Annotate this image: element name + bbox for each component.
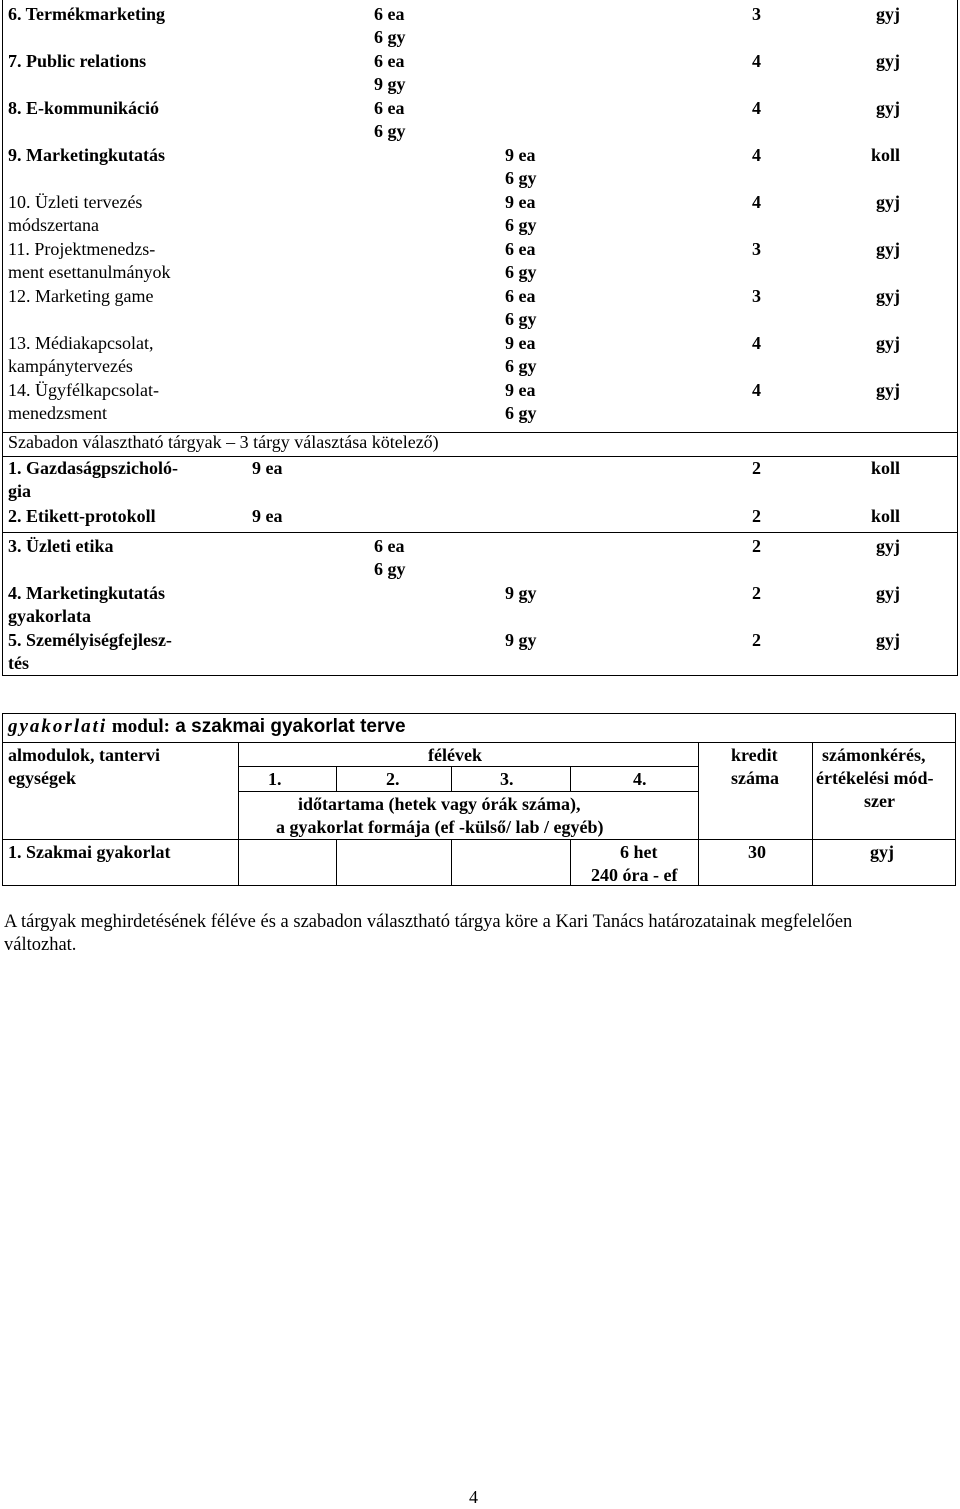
practice-title-italic: gyakorlati — [8, 716, 108, 737]
col-header-eval-2: értékelési mód- — [816, 768, 934, 788]
hours-ea: 6 ea — [505, 239, 536, 259]
footnote-2: változhat. — [4, 935, 77, 955]
hours: 6 ea — [374, 536, 405, 556]
elective-name-cont: gia — [8, 481, 32, 501]
footnote: A tárgyak meghirdetésének féléve és a szabadon választható tárgya köre a Kari Tanács határozatainak megfelelően — [4, 912, 853, 932]
hours-gy: 6 gy — [374, 121, 406, 141]
eval-form: gyj — [876, 380, 900, 400]
course-name-cont: ment esettanulmányok — [8, 262, 171, 282]
credit-value: 3 — [752, 286, 761, 306]
semester-label: 4. — [633, 769, 647, 789]
divider — [2, 532, 958, 533]
eval-form: gyj — [876, 630, 900, 650]
hours-ea: 9 ea — [505, 333, 536, 353]
hours: 9 gy — [505, 583, 537, 603]
course-name-cont: módszertana — [8, 215, 99, 235]
hours-gy: 6 gy — [505, 356, 537, 376]
elective-name: 4. Marketingkutatás — [8, 583, 165, 603]
elective-name: 5. Személyiségfejlesz- — [8, 630, 172, 650]
credit-value: 4 — [752, 98, 761, 118]
col-header-units: almodulok, tantervi — [8, 745, 161, 765]
semester-label: 2. — [386, 769, 400, 789]
eval-form: gyj — [876, 536, 900, 556]
practice-row-duration-2: 240 óra - ef — [591, 865, 678, 885]
col-header-semesters: félévek — [428, 745, 482, 765]
semester-label: 1. — [268, 769, 282, 789]
page-number: 4 — [469, 1487, 478, 1507]
course-name: 9. Marketingkutatás — [8, 145, 165, 165]
divider — [336, 839, 337, 886]
hours-ea: 6 ea — [505, 286, 536, 306]
col-header-eval: számonkérés, — [822, 745, 926, 765]
practice-title — [8, 715, 406, 738]
divider — [570, 839, 571, 886]
course-name: 6. Termékmarketing — [8, 4, 165, 24]
elective-name: 3. Üzleti etika — [8, 536, 114, 556]
eval-form: gyj — [876, 286, 900, 306]
eval-form: gyj — [876, 333, 900, 353]
credit-value: 3 — [752, 239, 761, 259]
hours: 9 ea — [252, 458, 283, 478]
course-name: 14. Ügyfélkapcsolat- — [8, 380, 159, 400]
practice-title-rest: modul: — [107, 716, 170, 737]
elective-heading: Szabadon választható tárgyak – 3 tárgy választása kötelező) — [8, 432, 439, 452]
credit-value: 4 — [752, 333, 761, 353]
credit-value: 4 — [752, 145, 761, 165]
credit-value: 2 — [752, 458, 761, 478]
hours: 9 gy — [505, 630, 537, 650]
hours-gy: 6 gy — [505, 168, 537, 188]
col-header-credit: kredit — [731, 745, 778, 765]
eval-form: gyj — [876, 239, 900, 259]
credit-value: 4 — [752, 380, 761, 400]
credit-value: 3 — [752, 4, 761, 24]
eval-form: gyj — [876, 583, 900, 603]
eval-form: koll — [870, 506, 900, 526]
course-name: 12. Marketing game — [8, 286, 154, 306]
divider — [238, 742, 239, 886]
elective-name: 1. Gazdaságpszicholó- — [8, 458, 179, 478]
divider — [238, 791, 698, 792]
eval-form: gyj — [876, 192, 900, 212]
eval-form: gyj — [876, 4, 900, 24]
practice-row-eval: gyj — [870, 842, 894, 862]
hours-ea: 9 ea — [505, 192, 536, 212]
course-name: 7. Public relations — [8, 51, 147, 71]
hours-gy: 9 gy — [374, 74, 406, 94]
duration-header-2: a gyakorlat formája (ef -külső/ lab / egyéb) — [276, 817, 604, 837]
divider — [451, 766, 452, 791]
elective-name-cont: gyakorlata — [8, 606, 91, 626]
hours-gy: 6 gy — [374, 27, 406, 47]
course-name: 11. Projektmenedzs- — [8, 239, 156, 259]
course-name: 10. Üzleti tervezés — [8, 192, 143, 212]
eval-form: koll — [870, 458, 900, 478]
col-header-eval-3: szer — [864, 791, 895, 811]
eval-form: gyj — [876, 98, 900, 118]
eval-form: gyj — [876, 51, 900, 71]
hours-ea: 9 ea — [505, 380, 536, 400]
duration-header: időtartama (hetek vagy órák száma), — [298, 794, 581, 814]
course-name: 13. Médiakapcsolat, — [8, 333, 154, 353]
divider — [570, 766, 571, 791]
credit-value: 4 — [752, 51, 761, 71]
semester-label: 3. — [500, 769, 514, 789]
practice-title-sans: a szakmai gyakorlat terve — [170, 716, 406, 737]
eval-form: koll — [870, 145, 900, 165]
hours-gy: 6 gy — [374, 559, 406, 579]
practice-row-name: 1. Szakmai gyakorlat — [8, 842, 171, 862]
divider — [451, 839, 452, 886]
credit-value: 2 — [752, 630, 761, 650]
course-name: 8. E-kommunikáció — [8, 98, 160, 118]
col-header-credit-2: száma — [731, 768, 779, 788]
hours-ea: 6 ea — [374, 51, 405, 71]
hours-ea: 9 ea — [505, 145, 536, 165]
hours: 9 ea — [252, 506, 283, 526]
credit-value: 2 — [752, 536, 761, 556]
col-header-units-2: egységek — [8, 768, 76, 788]
practice-row-duration: 6 het — [620, 842, 658, 862]
practice-row-credit: 30 — [748, 842, 766, 862]
credit-value: 2 — [752, 506, 761, 526]
divider — [812, 742, 813, 886]
elective-name: 2. Etikett-protokoll — [8, 506, 156, 526]
elective-name-cont: tés — [8, 653, 29, 673]
hours-ea: 6 ea — [374, 98, 405, 118]
course-name-cont: kampánytervezés — [8, 356, 133, 376]
divider — [698, 742, 699, 886]
course-name-cont: menedzsment — [8, 403, 107, 423]
hours-gy: 6 gy — [505, 403, 537, 423]
divider — [336, 766, 337, 791]
hours-ea: 6 ea — [374, 4, 405, 24]
hours-gy: 6 gy — [505, 215, 537, 235]
hours-gy: 6 gy — [505, 309, 537, 329]
hours-gy: 6 gy — [505, 262, 537, 282]
credit-value: 4 — [752, 192, 761, 212]
credit-value: 2 — [752, 583, 761, 603]
